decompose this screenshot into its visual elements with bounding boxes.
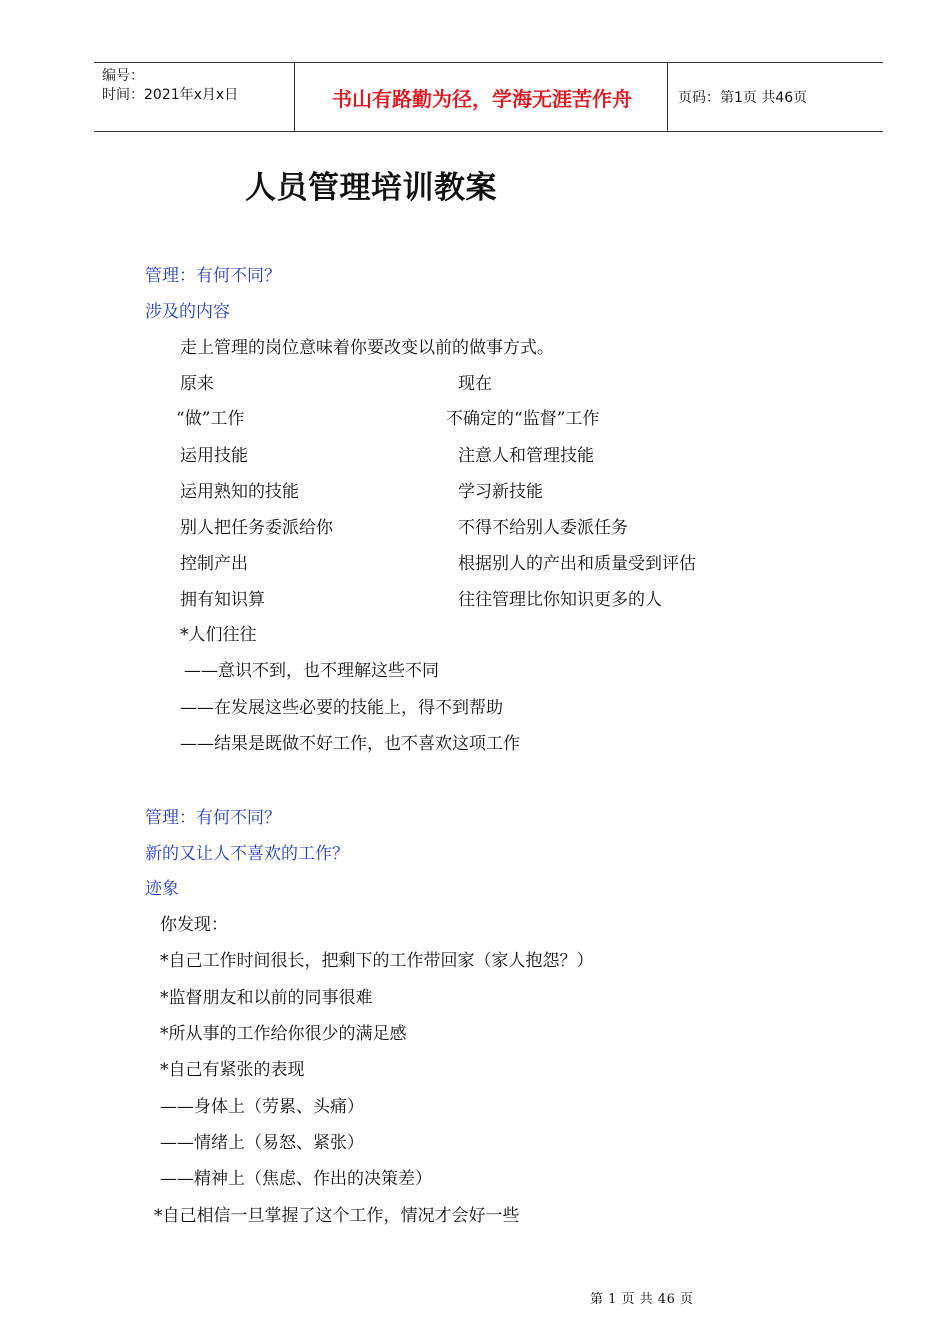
header-motto: 书山有路勤为径，学海无涯苦作舟 bbox=[332, 86, 632, 111]
section2-heading2: 新的又让人不喜欢的工作？ bbox=[145, 844, 349, 864]
page-header bbox=[94, 62, 883, 132]
row-left: 别人把任务委派给你 bbox=[180, 518, 333, 538]
col-left-header: 原来 bbox=[180, 374, 214, 394]
number-label: 编号： bbox=[102, 68, 144, 84]
row-left: “做”工作 bbox=[176, 409, 245, 429]
row-right: 根据别人的产出和质量受到评估 bbox=[458, 554, 696, 574]
header-page-info: 页码：第1页 共46页 bbox=[678, 90, 808, 106]
header-divider bbox=[294, 63, 295, 131]
document-title: 人员管理培训教案 bbox=[245, 170, 497, 206]
header-meta bbox=[102, 67, 238, 105]
section1-heading2: 涉及的内容 bbox=[145, 302, 230, 322]
section1-intro: 走上管理的岗位意味着你要改变以前的做事方式。 bbox=[180, 338, 554, 358]
section2-intro: 你发现： bbox=[160, 915, 228, 935]
col-right-header: 现在 bbox=[458, 374, 492, 394]
list-item: ——身体上（劳累、头痛） bbox=[160, 1097, 364, 1117]
list-item: *自己有紧张的表现 bbox=[160, 1060, 305, 1080]
dash-line: ——意识不到，也不理解这些不同 bbox=[184, 661, 439, 681]
list-item: *自己相信一旦掌握了这个工作，情况才会好一些 bbox=[154, 1206, 520, 1226]
row-right: 学习新技能 bbox=[458, 482, 543, 502]
list-item: *监督朋友和以前的同事很难 bbox=[160, 988, 373, 1008]
section1-note: *人们往往 bbox=[180, 625, 257, 645]
row-left: 运用技能 bbox=[180, 446, 248, 466]
section2-heading3: 迹象 bbox=[145, 879, 179, 899]
row-right: 注意人和管理技能 bbox=[458, 446, 594, 466]
row-left: 拥有知识算 bbox=[180, 590, 265, 610]
list-item: ——精神上（焦虑、作出的决策差） bbox=[160, 1169, 432, 1189]
row-right: 不确定的“监督”工作 bbox=[446, 409, 600, 429]
list-item: *自己工作时间很长，把剩下的工作带回家（家人抱怨？） bbox=[160, 951, 594, 971]
dash-line: ——在发展这些必要的技能上，得不到帮助 bbox=[180, 698, 503, 718]
page-footer: 第 1 页 共 46 页 bbox=[590, 1292, 694, 1307]
section2-heading1: 管理：有何不同？ bbox=[145, 808, 281, 828]
list-item: ——情绪上（易怒、紧张） bbox=[160, 1133, 364, 1153]
row-left: 控制产出 bbox=[180, 554, 248, 574]
row-right: 往往管理比你知识更多的人 bbox=[458, 590, 662, 610]
header-divider bbox=[667, 63, 668, 131]
row-right: 不得不给别人委派任务 bbox=[458, 518, 628, 538]
dash-line: ——结果是既做不好工作，也不喜欢这项工作 bbox=[180, 734, 520, 754]
section1-heading1: 管理：有何不同？ bbox=[145, 266, 281, 286]
row-left: 运用熟知的技能 bbox=[180, 482, 299, 502]
list-item: *所从事的工作给你很少的满足感 bbox=[160, 1024, 407, 1044]
time-label: 时间：2021年x月x日 bbox=[102, 87, 239, 103]
